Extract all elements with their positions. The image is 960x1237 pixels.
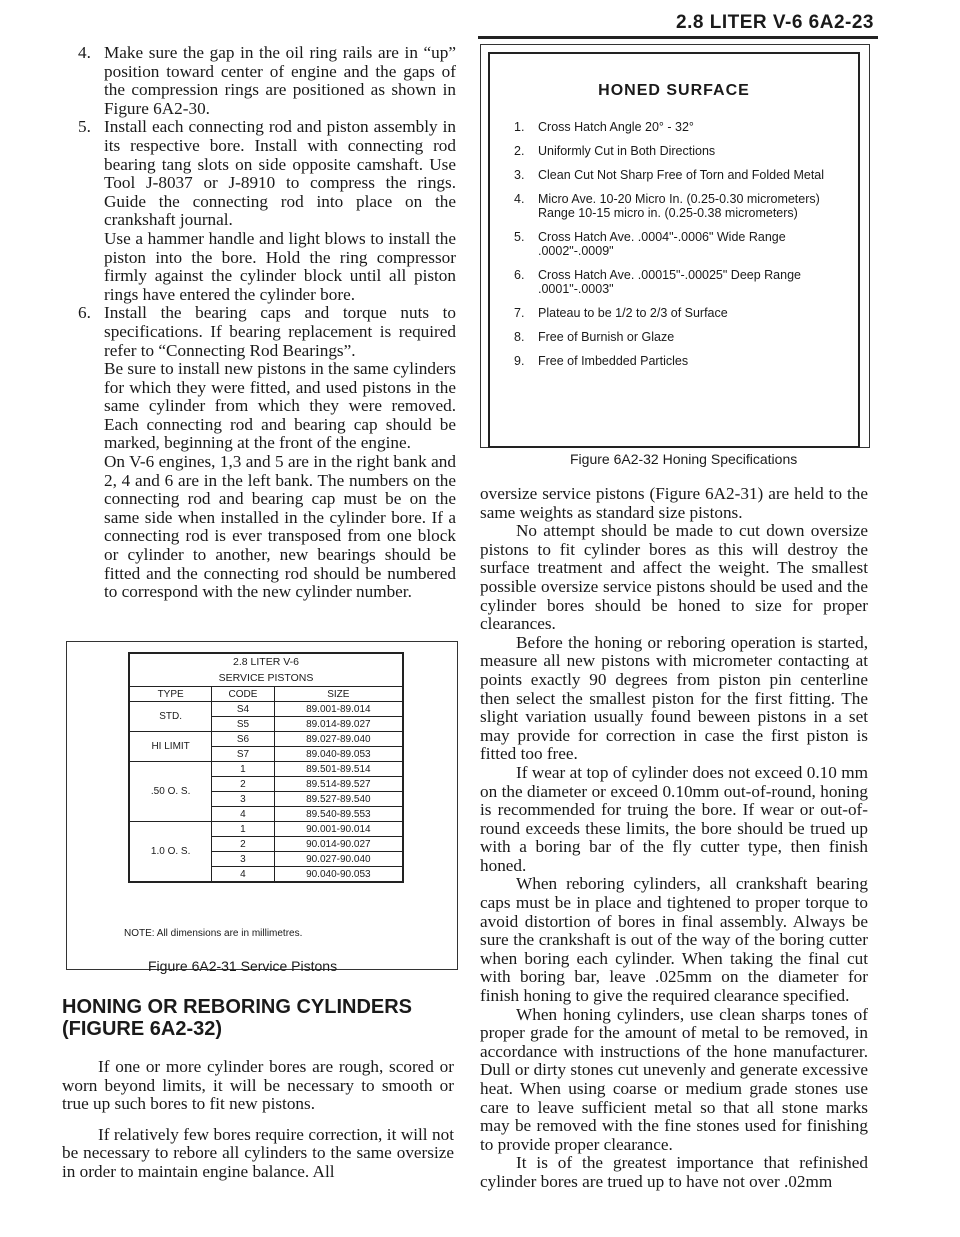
body-paragraph: oversize service pistons (Figure 6A2-31) are held to the same weights as standard size pistons. — [480, 484, 868, 522]
code-cell: 2 — [212, 777, 274, 792]
service-pistons-table — [128, 652, 404, 883]
list-item — [514, 354, 844, 368]
step-number: 4. — [78, 43, 91, 62]
size-cell: 90.040-90.053 — [274, 867, 403, 883]
item-number: 3. — [514, 168, 525, 182]
table-row — [129, 702, 403, 717]
right-column — [480, 485, 868, 1192]
body-paragraph: If relatively few bores require correction, it will not be necessary to rebore all cylinders to the same oversize in order to maintain engine balance. All — [62, 1124, 454, 1181]
size-cell: 89.027-89.040 — [274, 732, 403, 747]
code-cell: 4 — [212, 807, 274, 822]
step-text: Install the bearing caps and torque nuts to specifications. If bearing replacement is required refer to “Connecting Rod Bearings”. — [104, 303, 456, 360]
section-heading: HONING OR REBORING CYLINDERS (FIGURE 6A2-32) — [62, 996, 413, 1040]
type-cell: STD. — [129, 702, 212, 732]
size-cell: 90.027-90.040 — [274, 852, 403, 867]
item-text: Cross Hatch Angle 20° - 32° — [538, 120, 694, 134]
body-paragraph: It is of the greatest importance that refinished cylinder bores are trued up to have not over .02mm — [480, 1153, 868, 1191]
list-item — [514, 192, 844, 220]
figure-caption: Figure 6A2-31 Service Pistons — [148, 958, 338, 974]
type-cell: .50 O. S. — [129, 762, 212, 822]
code-cell: 4 — [212, 867, 274, 883]
item-number: 7. — [514, 306, 525, 320]
col-header-code: CODE — [212, 687, 274, 702]
item-number: 5. — [514, 230, 525, 244]
honed-surface-box — [488, 52, 860, 448]
type-cell: 1.0 O. S. — [129, 822, 212, 883]
table-title: 2.8 LITER V-6 — [233, 656, 299, 668]
body-paragraph: No attempt should be made to cut down oversize pistons to fit cylinder bores as this will destroy the surface treatment and affect the weight. The smallest possible oversize service pistons should be used and the cylinder bores should be honed to size for proper clearances. — [480, 521, 868, 634]
step-text: Be sure to install new pistons in the same cylinders for which they were fitted, and used pistons in the same cylinder from which they were removed. Each connecting rod and bearing cap should be marked, beginning at the front of the engine. — [104, 359, 456, 453]
section-body — [62, 1058, 454, 1194]
size-cell: 89.001-89.014 — [274, 702, 403, 717]
code-cell: S6 — [212, 732, 274, 747]
honed-surface-title: HONED SURFACE — [598, 82, 750, 99]
item-number: 8. — [514, 330, 525, 344]
item-text: Plateau to be 1/2 to 2/3 of Surface — [538, 306, 728, 320]
size-cell: 89.014-89.027 — [274, 717, 403, 732]
item-number: 1. — [514, 120, 525, 134]
type-cell: HI LIMIT — [129, 732, 212, 762]
code-cell: 1 — [212, 762, 274, 777]
header-rule — [478, 36, 878, 39]
list-item — [514, 230, 844, 258]
page-header: 2.8 LITER V-6 6A2-23 — [676, 12, 874, 33]
list-item — [514, 330, 844, 344]
list-item — [514, 268, 844, 296]
table-row — [129, 732, 403, 747]
item-number: 4. — [514, 192, 525, 206]
size-cell: 89.540-89.553 — [274, 807, 403, 822]
body-paragraph: Before the honing or reboring operation is started, measure all new pistons with micrometer contacting at points exactly 90 degrees from piston pin centerline then select the smallest piston for the first fitting. The slight variation usually found beween pistons in a set may provide for correction in case the first piston is fitted too free. — [480, 632, 868, 764]
list-item — [514, 306, 844, 320]
col-header-size: SIZE — [274, 687, 403, 702]
table-note: NOTE: All dimensions are in millimetres. — [124, 928, 303, 939]
col-header-type: TYPE — [129, 687, 212, 702]
step-number: 5. — [78, 117, 91, 137]
list-item — [514, 144, 844, 158]
list-item — [514, 168, 844, 182]
code-cell: 3 — [212, 852, 274, 867]
step-number: 6. — [78, 303, 91, 323]
size-cell: 89.514-89.527 — [274, 777, 403, 792]
item-number: 9. — [514, 354, 525, 368]
step-text: On V-6 engines, 1,3 and 5 are in the right bank and 2, 4 and 6 are in the left bank. The numbers on the connecting rod and bearing cap must be on the same side when installed in the cylinder bore. If a connecting rod is ever transposed from one block or cylinder to another, new bearings should be fitted and the connecting rod should be numbered to correspond with the new cylinder number. — [104, 452, 456, 602]
figure-caption: Figure 6A2-32 Honing Specifications — [570, 451, 798, 467]
code-cell: S4 — [212, 702, 274, 717]
code-cell: S7 — [212, 747, 274, 762]
step-text: Make sure the gap in the oil ring rails are in “up” position toward center of engine and the gaps of the compression rings are positioned as shown in Figure 6A2-30. — [104, 43, 456, 118]
item-text: Free of Imbedded Particles — [538, 354, 689, 368]
code-cell: 3 — [212, 792, 274, 807]
code-cell: 1 — [212, 822, 274, 837]
size-cell: 89.501-89.514 — [274, 762, 403, 777]
size-cell: 89.040-89.053 — [274, 747, 403, 762]
step-6 — [78, 304, 456, 602]
item-text: Uniformly Cut in Both Directions — [538, 144, 716, 158]
body-paragraph: If wear at top of cylinder does not exceed 0.10 mm on the diameter or exceed 0.10mm out-of-round, honing is recommended for truing the bore. If wear or out-of-round exceeds these limits, the bore should be trued up with a boring bar of the fly cutter type, then finish honed. — [480, 762, 868, 875]
table-subtitle: SERVICE PISTONS — [218, 672, 314, 684]
code-cell: S5 — [212, 717, 274, 732]
body-paragraph: When honing cylinders, use clean sharps tones of proper grade for the amount of metal to be removed, in accordance with instructions of the hone manufacturer. Dull or dirty stones cut unevenly and generate excessive heat. When using coarse or medium grade stones use care to leave sufficient metal so that all stone marks may be removed with the fine stones used for finishing to provide proper clearance. — [480, 1004, 868, 1154]
body-paragraph: If one or more cylinder bores are rough, scored or worn beyond limits, it will be necessary to smooth or true up such bores to fit new pistons. — [62, 1057, 454, 1114]
table-row — [129, 762, 403, 777]
item-text: Cross Hatch Ave. .0004"-.0006" Wide Range .0002"-.0009" — [538, 230, 786, 258]
steps-column — [78, 44, 456, 602]
step-5 — [78, 118, 456, 304]
step-4 — [78, 44, 456, 118]
code-cell: 2 — [212, 837, 274, 852]
item-text: Cross Hatch Ave. .00015"-.00025" Deep Range .0001"-.0003" — [538, 268, 801, 296]
table-row — [129, 822, 403, 837]
size-cell: 90.014-90.027 — [274, 837, 403, 852]
item-number: 6. — [514, 268, 525, 282]
step-text: Install each connecting rod and piston assembly in its respective bore. Install with connecting rod bearing tang slots on side opposite camshaft. Use Tool J-8037 or J-8910 to compress the rings. Guide the connecting rod into place on the crankshaft journal. — [104, 117, 456, 230]
honing-spec-list — [514, 120, 844, 378]
list-item — [514, 120, 844, 134]
size-cell: 89.527-89.540 — [274, 792, 403, 807]
step-text: Use a hammer handle and light blows to install the piston into the bore. Hold the ring compressor firmly against the cylinder block until all piston rings have entered the cylinder bore. — [104, 228, 456, 304]
item-number: 2. — [514, 144, 525, 158]
size-cell: 90.001-90.014 — [274, 822, 403, 837]
item-text: Clean Cut Not Sharp Free of Torn and Folded Metal — [538, 168, 825, 182]
steps-list — [78, 44, 456, 602]
item-text: Micro Ave. 10-20 Micro In. (0.25-0.30 micrometers) Range 10-15 micro in. (0.25-0.38 micrometers) — [538, 192, 820, 220]
body-paragraph: When reboring cylinders, all crankshaft bearing caps must be in place and tightened to proper torque to avoid distortion of bores in final assembly. Always be sure the crankshaft is out of the way of the boring cutter when boring each cylinder. When taking the final cut with boring bar, leave .025mm on the diameter for finish honing to give the required clearance specified. — [480, 874, 868, 1006]
item-text: Free of Burnish or Glaze — [538, 330, 675, 344]
